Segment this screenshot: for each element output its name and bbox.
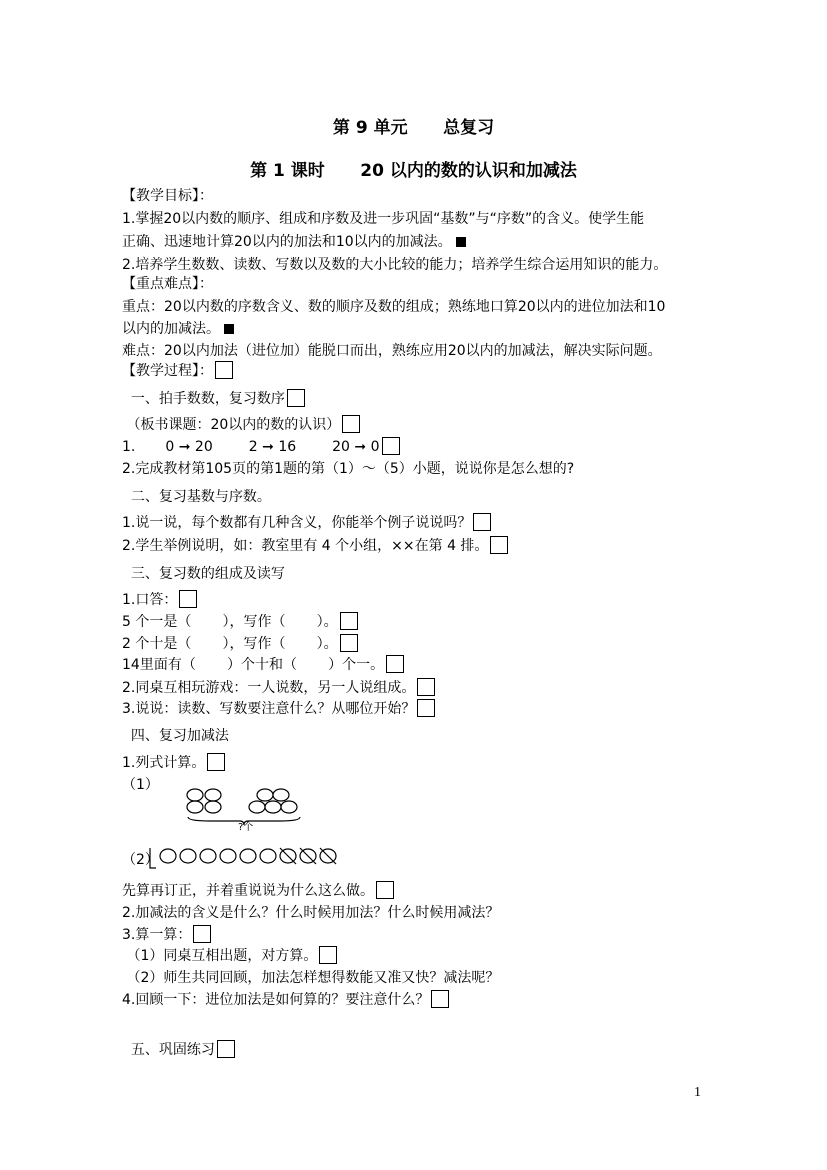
checkbox[interactable] bbox=[376, 881, 394, 899]
checkbox[interactable] bbox=[217, 1040, 235, 1058]
section-3-q3: 3.说说：读数、写数要注意什么？从哪位开始？ bbox=[122, 699, 435, 719]
problem-2-label: （2） bbox=[122, 852, 159, 868]
checkbox[interactable] bbox=[417, 678, 435, 696]
fill-in-b: 2 个十是（ ），写作（ ）。 bbox=[122, 634, 358, 654]
section-2-heading: 二、复习基数与序数。 bbox=[122, 489, 271, 505]
number-sequence: 1. 0 ➞ 20 2 ➞ 16 20 ➞ 0 bbox=[122, 437, 400, 457]
section-5-heading: 五、巩固练习 bbox=[122, 1040, 235, 1060]
fill-in-c: 14里面有（ ）个十和（ ）个一。 bbox=[122, 655, 404, 675]
section-3-q1: 1.口答： bbox=[122, 590, 197, 610]
section-4-q3b: （2）师生共同回顾，加法怎样想得数能又准又快？减法呢？ bbox=[122, 970, 500, 986]
section-4-q3: 3.算一算： bbox=[122, 925, 211, 945]
arrow-right-icon: ➞ bbox=[174, 439, 195, 455]
checkbox[interactable] bbox=[490, 536, 508, 554]
checkbox[interactable] bbox=[207, 753, 225, 771]
difficulty: 难点：20以内加法（进位加）能脱口而出，熟练应用20以内的加减法，解决实际问题。 bbox=[122, 343, 662, 359]
checkbox[interactable] bbox=[417, 699, 435, 717]
section-4-q2: 2.加减法的含义是什么？什么时候用加法？什么时候用减法？ bbox=[122, 905, 500, 921]
process-heading: 【教学过程】： bbox=[122, 361, 233, 381]
goal-2: 2.培养学生数数、读数、写数以及数的大小比较的能力；培养学生综合运用知识的能力。 bbox=[122, 257, 668, 273]
section-4-heading: 四、复习加减法 bbox=[122, 728, 229, 744]
goal-1-line-a: 1.掌握20以内数的顺序、组成和序数及进一步巩固“基数”与“序数”的含义。使学生能 bbox=[122, 211, 645, 227]
key-point-line-a: 重点：20以内数的序数含义、数的顺序及数的组成；熟练地口算20以内的进位加法和10 bbox=[122, 299, 666, 315]
section-1-heading: 一、拍手数数，复习数序 bbox=[122, 389, 305, 409]
checkbox[interactable] bbox=[382, 437, 400, 455]
key-point-line-b: 以内的加减法。 bbox=[122, 319, 234, 339]
section-4-q1: 1.列式计算。 bbox=[122, 753, 225, 773]
checkbox[interactable] bbox=[473, 513, 491, 531]
textbook-exercise: 2.完成教材第105页的第1题的第（1）～（5）小题，说说你是怎么想的? bbox=[122, 461, 575, 477]
checkbox[interactable] bbox=[431, 990, 449, 1008]
lesson-title: 第 1 课时 20 以内的数的认识和加减法 bbox=[250, 161, 577, 181]
section-4-q3a: （1）同桌互相出题，对方算。 bbox=[122, 946, 337, 966]
brace-label: ?个 bbox=[238, 822, 254, 833]
board-topic: （板书课题：20以内的数的认识） bbox=[122, 415, 360, 435]
goals-heading: 【教学目标】： bbox=[122, 188, 213, 204]
checkbox[interactable] bbox=[340, 634, 358, 652]
key-heading: 【重点难点】： bbox=[122, 276, 213, 292]
checkbox[interactable] bbox=[287, 389, 305, 407]
checkbox[interactable] bbox=[340, 612, 358, 630]
section-4-q4: 4.回顾一下：进位加法是如何算的？要注意什么？ bbox=[122, 990, 449, 1010]
section-3-q2: 2.同桌互相玩游戏：一人说数，另一人说组成。 bbox=[122, 678, 435, 698]
section-3-heading: 三、复习数的组成及读写 bbox=[122, 566, 285, 582]
check-and-explain: 先算再订正，并着重说说为什么这么做。 bbox=[122, 881, 394, 901]
problem-1-label: （1） bbox=[122, 777, 159, 793]
arrow-right-icon: ➞ bbox=[349, 439, 371, 455]
checkbox[interactable] bbox=[319, 946, 337, 964]
apple-row-picture bbox=[146, 844, 346, 870]
square-mark-icon bbox=[224, 324, 234, 334]
checkbox[interactable] bbox=[386, 655, 404, 673]
fill-in-a: 5 个一是（ ），写作（ ）。 bbox=[122, 612, 358, 632]
square-mark-icon bbox=[456, 237, 466, 247]
unit-title: 第 9 单元 总复习 bbox=[332, 118, 495, 138]
checkbox[interactable] bbox=[215, 361, 233, 379]
checkbox[interactable] bbox=[179, 590, 197, 608]
checkbox[interactable] bbox=[342, 415, 360, 433]
goal-1-line-b: 正确、迅速地计算20以内的加法和10以内的加减法。 bbox=[122, 232, 466, 252]
arrow-right-icon: ➞ bbox=[257, 439, 279, 455]
section-2-q2: 2.学生举例说明，如：教室里有 4 个小组，××在第 4 排。 bbox=[122, 536, 508, 556]
page-number: 1 bbox=[694, 1085, 701, 1100]
section-2-q1: 1.说一说，每个数都有几种含义，你能举个例子说说吗？ bbox=[122, 513, 491, 533]
checkbox[interactable] bbox=[193, 925, 211, 943]
